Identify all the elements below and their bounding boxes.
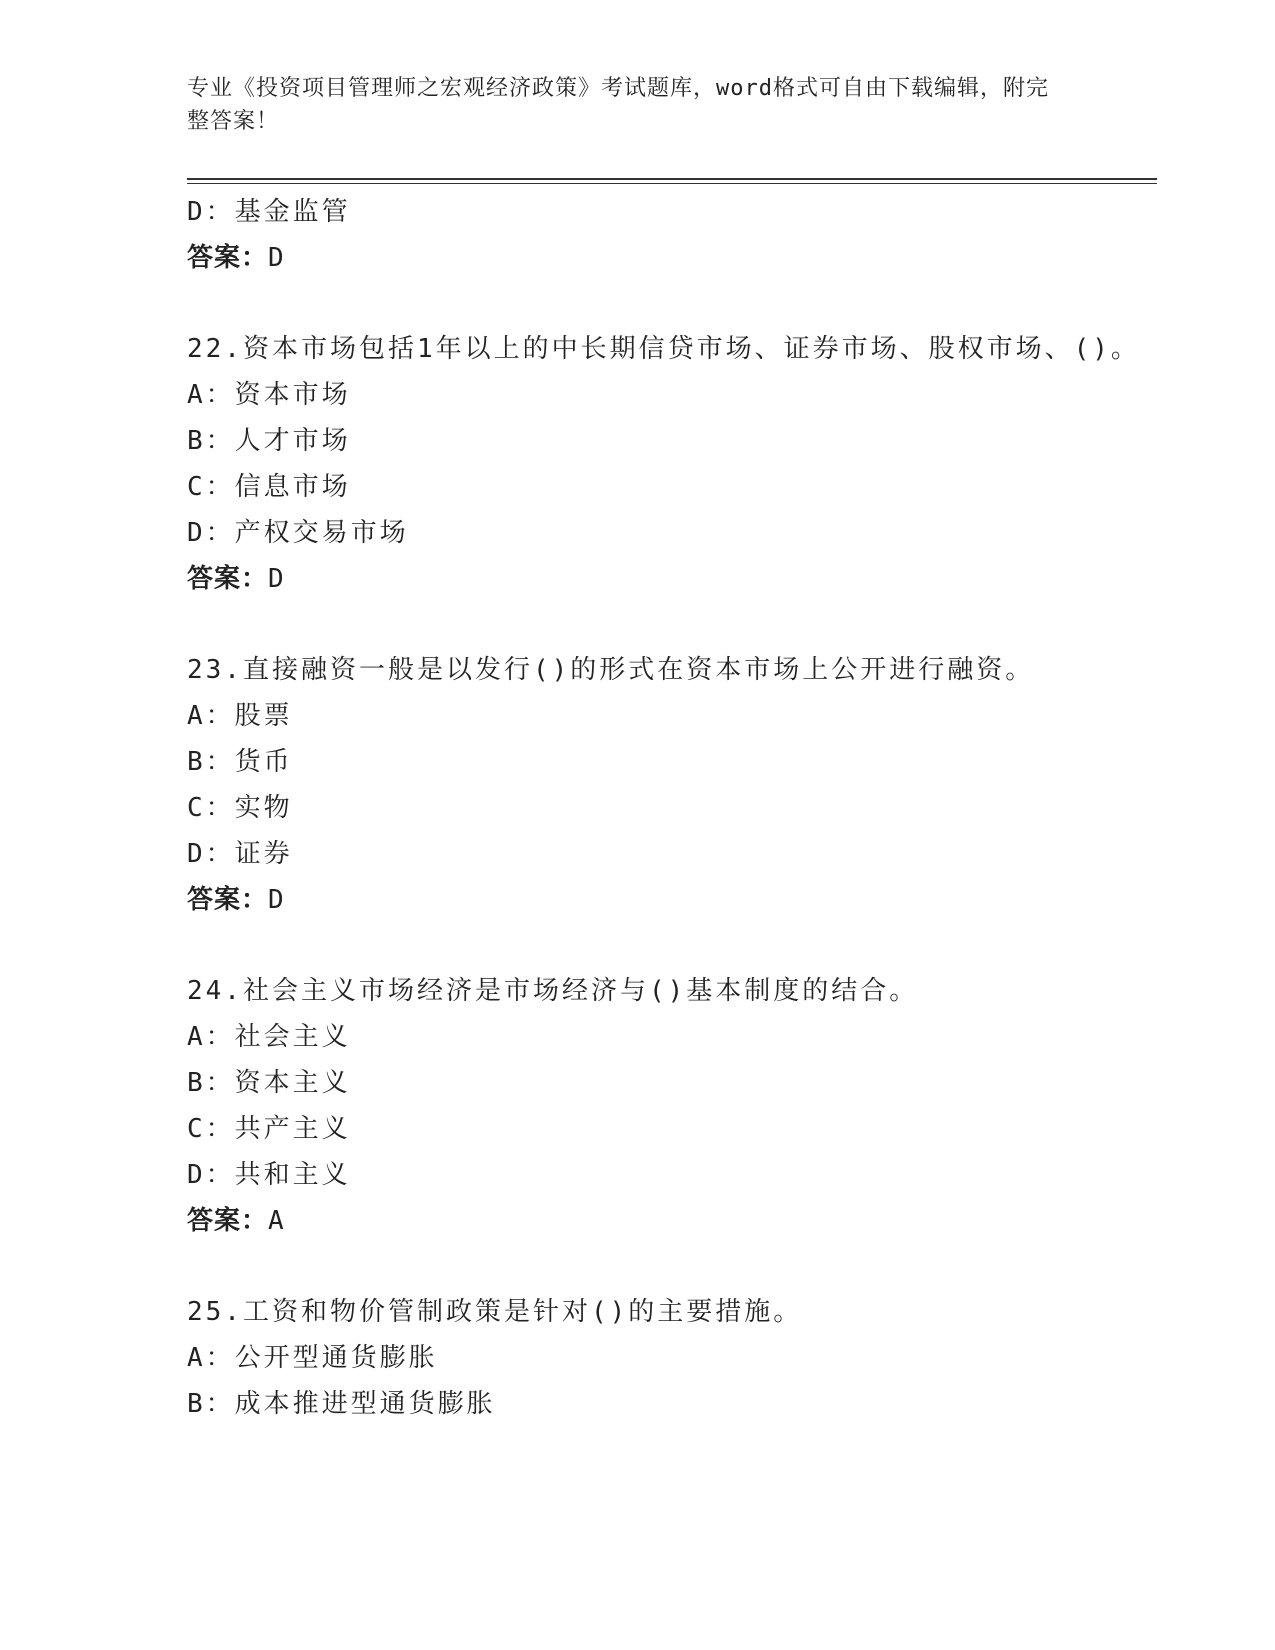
- question-22-option-d: D：产权交易市场: [187, 518, 409, 548]
- question-23-option-a: A：股票: [187, 701, 293, 731]
- prev-answer: [187, 235, 1157, 281]
- question-25-stem: 25.工资和物价管制政策是针对()的主要措施。: [187, 1297, 803, 1327]
- answer-value: D: [268, 885, 285, 915]
- spacer: [187, 923, 1157, 968]
- question-25-option-b: B：成本推进型通货膨胀: [187, 1389, 496, 1419]
- question-25-option-a: A：公开型通货膨胀: [187, 1343, 438, 1373]
- question-22-stem: 22.资本市场包括1年以上的中长期信贷市场、证券市场、股权市场、()。: [187, 334, 1140, 364]
- question-23-option-d: D：证券: [187, 839, 293, 869]
- prev-option-d: D：基金监管: [187, 197, 351, 227]
- question-24-option-a: A：社会主义: [187, 1022, 351, 1052]
- question-23-option-c: C：实物: [187, 793, 293, 823]
- spacer: [187, 281, 1157, 326]
- question-24-option-d: D：共和主义: [187, 1160, 351, 1190]
- question-23-answer: [187, 877, 1157, 923]
- answer-label: 答案：: [187, 243, 269, 273]
- document-header: 专业《投资项目管理师之宏观经济政策》考试题库，word格式可自由下载编辑，附完整答案！: [187, 76, 1049, 134]
- question-23-option-b: B：货币: [187, 747, 293, 777]
- answer-label: 答案：: [187, 1206, 269, 1236]
- spacer: [187, 602, 1157, 647]
- question-22-answer: [187, 556, 1157, 602]
- question-24-option-b: B：资本主义: [187, 1068, 351, 1098]
- spacer: [187, 1244, 1157, 1289]
- answer-label: 答案：: [187, 885, 269, 915]
- answer-value: D: [268, 564, 285, 594]
- question-22-option-a: A：资本市场: [187, 380, 351, 410]
- answer-value: A: [268, 1206, 285, 1236]
- question-22-option-b: B：人才市场: [187, 426, 351, 456]
- header-divider: [187, 178, 1157, 184]
- question-list: [187, 189, 1157, 1427]
- answer-label: 答案：: [187, 564, 269, 594]
- question-24-stem: 24.社会主义市场经济是市场经济与()基本制度的结合。: [187, 976, 919, 1006]
- answer-value: D: [268, 243, 285, 273]
- question-24-answer: [187, 1198, 1157, 1244]
- question-24-option-c: C：共产主义: [187, 1114, 351, 1144]
- question-22-option-c: C：信息市场: [187, 472, 351, 502]
- question-23-stem: 23.直接融资一般是以发行()的形式在资本市场上公开进行融资。: [187, 655, 1035, 685]
